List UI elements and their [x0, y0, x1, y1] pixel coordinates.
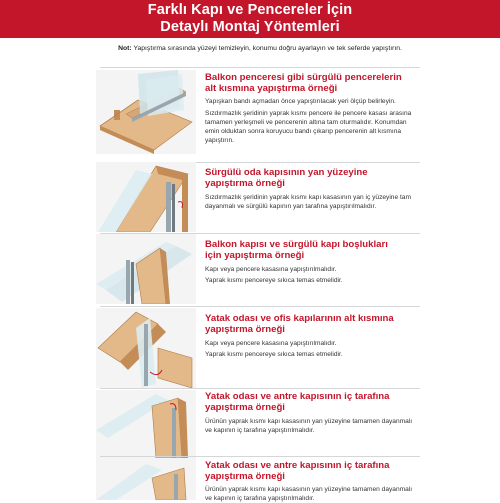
note: [100, 44, 420, 53]
section-6-description: Ürünün yaprak kısmı kapı kasasının yan yüzeyine tamamen dayanmalı ve kapının iç tarafına yapıştırılmalıdır.: [205, 486, 413, 502]
note-label: Not:: [118, 45, 132, 52]
section-1-title: Balkon penceresi gibi sürgülü pencerelerin alt kısmına yapıştırma örneği: [205, 72, 402, 94]
section-2-title: Sürgülü oda kapısının yan yüzeyine yapıştırma örneği: [205, 167, 368, 189]
section-divider: [100, 67, 420, 68]
section-3-title: Balkon kapısı ve sürgülü kapı boşlukları için yapıştırma örneği: [205, 239, 388, 261]
header-banner: [0, 0, 500, 38]
section-6-title: Yatak odası ve antre kapısının iç tarafına yapıştırma örneği: [205, 460, 390, 482]
entrance-door-inner-illustration-2: [96, 458, 196, 500]
section-divider: [100, 456, 420, 457]
door-bottom-illustration: [96, 308, 196, 392]
section-1-description: Yapışkan bandı açmadan önce yapıştırılacak yeri ölçüp belirleyin. Sızdırmazlık şeridinin yaprak kısmı pencere ile pencere kasası arasına tamamen yerleşmeli ve pencerenin altına tam oturmalıdır. Konumdan emin olduktan sonra koruyucu bandı çıkarıp pencerenin alt kısmına yapıştırın.: [205, 98, 412, 144]
page-title-line-1: Farklı Kapı ve Pencereler İçin: [147, 2, 353, 18]
section-divider: [100, 306, 420, 307]
section-5-description: Ürünün yaprak kısmı kapı kasasının yan yüzeyine tamamen dayanmalı ve kapının iç tarafına yapıştırılmalıdır.: [205, 418, 413, 434]
page-title-line-2: Detaylı Montaj Yöntemleri: [160, 19, 340, 35]
section-3-description: Kapı veya pencere kasasına yapıştırılmalıdır. Yaprak kısmı pencereye sıkıca temas etmelidir.: [205, 266, 343, 284]
note-text: Yapıştırma sırasında yüzeyi temizleyin, konumu doğru ayarlayın ve tek seferde yapıştırın.: [133, 45, 402, 52]
section-4-description: Kapı veya pencere kasasına yapıştırılmalıdır. Yaprak kısmı pencereye sıkıca temas etmelidir.: [205, 340, 343, 358]
entrance-door-inner-illustration: [96, 390, 196, 458]
balcony-door-gap-illustration: [96, 234, 196, 304]
section-2-description: Sızdırmazlık şeridinin yaprak kısmı kapı kasasının yan iç yüzeyine tam dayanmalı ve sürgülü kapının yan tarafına yapıştırılmalıdır.: [205, 194, 411, 210]
section-5-title: Yatak odası ve antre kapısının iç tarafına yapıştırma örneği: [205, 391, 390, 413]
section-divider: [100, 388, 420, 389]
section-4-title: Yatak odası ve ofis kapılarının alt kısmına yapıştırma örneği: [205, 313, 394, 335]
sliding-door-side-illustration: [96, 162, 196, 232]
sliding-window-bottom-illustration: [96, 70, 196, 154]
